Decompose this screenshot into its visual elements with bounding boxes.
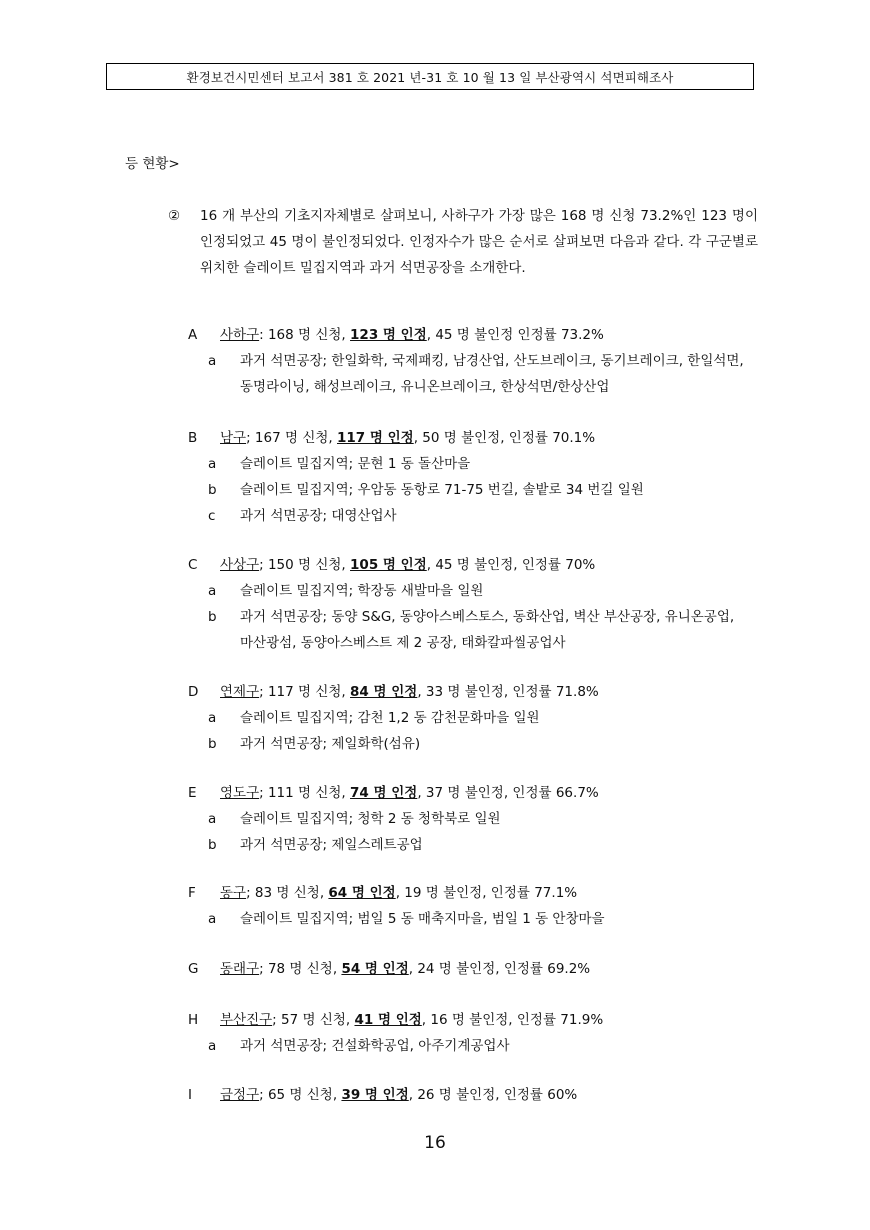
district-head bbox=[188, 1082, 768, 1108]
district-name: 사하구 bbox=[220, 327, 260, 343]
district-head bbox=[188, 425, 768, 451]
district-item bbox=[188, 705, 768, 731]
district-name: 남구 bbox=[220, 430, 247, 446]
district-approved: 84 명 인정 bbox=[350, 684, 418, 700]
district-yeonje bbox=[188, 679, 768, 757]
item-text: 슬레이트 밀집지역; 범일 5 동 매축지마을, 범일 1 동 안창마을 bbox=[240, 911, 605, 927]
district-approved: 74 명 인정 bbox=[350, 785, 418, 801]
district-approved: 41 명 인정 bbox=[354, 1012, 422, 1028]
district-approved: 54 명 인정 bbox=[341, 961, 409, 977]
district-approved: 117 명 인정 bbox=[337, 430, 414, 446]
district-head bbox=[188, 322, 768, 348]
item-text: 슬레이트 밀집지역; 청학 2 동 청학북로 일원 bbox=[240, 811, 501, 827]
district-stats-pre: ; 65 명 신청, bbox=[259, 1087, 342, 1103]
district-stats-post: , 16 명 불인정, 인정률 71.9% bbox=[421, 1012, 604, 1028]
district-item bbox=[188, 806, 768, 832]
district-stats-pre: ; 78 명 신청, bbox=[259, 961, 342, 977]
district-item bbox=[188, 906, 768, 932]
item-text: 과거 석면공장; 대영산업사 bbox=[240, 508, 397, 524]
district-item bbox=[188, 451, 768, 477]
district-stats-post: , 50 명 불인정, 인정률 70.1% bbox=[413, 430, 596, 446]
district-name: 동구 bbox=[220, 885, 247, 901]
district-stats-pre: ; 83 명 신청, bbox=[246, 885, 329, 901]
district-item bbox=[188, 832, 768, 858]
district-letter: C bbox=[188, 557, 198, 573]
item-text: 슬레이트 밀집지역; 우암동 동항로 71-75 번길, 솔밭로 34 번길 일원 bbox=[240, 482, 644, 498]
district-stats-post: , 37 명 불인정, 인정률 66.7% bbox=[417, 785, 599, 801]
district-stats-post: , 24 명 불인정, 인정률 69.2% bbox=[408, 961, 591, 977]
district-item bbox=[188, 348, 750, 400]
page-number: 16 bbox=[424, 1133, 446, 1153]
district-letter: H bbox=[188, 1012, 199, 1028]
item-text: 과거 석면공장; 제일스레트공업 bbox=[240, 837, 423, 853]
district-geumjeong bbox=[188, 1082, 768, 1108]
district-approved: 105 명 인정 bbox=[350, 557, 427, 573]
district-name: 부산진구 bbox=[220, 1012, 273, 1028]
district-letter: E bbox=[188, 785, 197, 801]
item-letter: b bbox=[208, 736, 217, 752]
district-item bbox=[188, 731, 768, 757]
district-approved: 64 명 인정 bbox=[328, 885, 396, 901]
district-stats-pre: ; 150 명 신청, bbox=[259, 557, 351, 573]
district-head bbox=[188, 956, 768, 982]
district-stats-pre: : 168 명 신청, bbox=[259, 327, 351, 343]
district-saha bbox=[188, 322, 768, 400]
item-letter: b bbox=[208, 609, 217, 625]
item-letter: a bbox=[208, 583, 217, 599]
district-yeongdo bbox=[188, 780, 768, 858]
district-head bbox=[188, 780, 768, 806]
district-stats-pre: ; 117 명 신청, bbox=[259, 684, 351, 700]
item-text: 과거 석면공장; 제일화학(섬유) bbox=[240, 736, 421, 752]
district-stats-pre: ; 167 명 신청, bbox=[246, 430, 337, 446]
item-letter: a bbox=[208, 911, 217, 927]
district-dongnae bbox=[188, 956, 768, 982]
item-text: 과거 석면공장; 동양 S&G, 동양아스베스토스, 동화산업, 벽산 부산공장, 유니온공업, 마산광섬, 동양아스베스트 제 2 공장, 태화칼파씰공업사 bbox=[240, 609, 735, 651]
item-letter: b bbox=[208, 482, 217, 498]
item-letter: a bbox=[208, 1038, 217, 1054]
district-nam bbox=[188, 425, 768, 529]
district-sasang bbox=[188, 552, 768, 656]
district-dong bbox=[188, 880, 768, 932]
paragraph-body: 16 개 부산의 기초지자체별로 살펴보니, 사하구가 가장 많은 168 명 신청 73.2%인 123 명이 인정되었고 45 명이 불인정되었다. 인정자수가 많은 순서로 살펴보면 다음과 같다. 각 구군별로 위치한 슬레이트 밀집지역과 과거 석면공장을 소개한다. bbox=[200, 208, 758, 276]
item-text: 과거 석면공장; 건설화학공업, 아주기계공업사 bbox=[240, 1038, 510, 1054]
item-text: 슬레이트 밀집지역; 학장동 새발마을 일원 bbox=[240, 583, 484, 599]
summary-paragraph bbox=[168, 203, 758, 281]
item-text: 슬레이트 밀집지역; 문현 1 동 돌산마을 bbox=[240, 456, 471, 472]
district-approved: 123 명 인정 bbox=[350, 327, 427, 343]
district-head bbox=[188, 552, 768, 578]
item-text: 과거 석면공장; 한일화학, 국제패킹, 남경산업, 산도브레이크, 동기브레이크, 한일석면, 동명라이닝, 해성브레이크, 유니온브레이크, 한상석면/한상산업 bbox=[240, 353, 744, 395]
district-head bbox=[188, 679, 768, 705]
district-item bbox=[188, 604, 750, 656]
item-letter: a bbox=[208, 456, 217, 472]
district-name: 영도구 bbox=[220, 785, 260, 801]
item-letter: c bbox=[208, 508, 216, 524]
district-item bbox=[188, 503, 768, 529]
district-stats-post: , 45 명 불인정 인정률 73.2% bbox=[426, 327, 604, 343]
district-item bbox=[188, 477, 768, 503]
item-letter: a bbox=[208, 710, 217, 726]
item-letter: a bbox=[208, 353, 217, 369]
district-letter: I bbox=[188, 1087, 192, 1103]
district-stats-post: , 19 명 불인정, 인정률 77.1% bbox=[395, 885, 578, 901]
district-head bbox=[188, 1007, 768, 1033]
item-letter: b bbox=[208, 837, 217, 853]
district-busanjin bbox=[188, 1007, 768, 1059]
district-head bbox=[188, 880, 768, 906]
district-letter: A bbox=[188, 327, 198, 343]
district-stats-pre: ; 57 명 신청, bbox=[272, 1012, 355, 1028]
paragraph-marker: ② bbox=[168, 208, 181, 224]
district-stats-post: , 45 명 불인정, 인정률 70% bbox=[426, 557, 596, 573]
report-header bbox=[106, 63, 754, 90]
item-text: 슬레이트 밀집지역; 감천 1,2 동 감천문화마을 일원 bbox=[240, 710, 540, 726]
district-stats-post: , 33 명 불인정, 인정률 71.8% bbox=[417, 684, 599, 700]
district-approved: 39 명 인정 bbox=[341, 1087, 409, 1103]
district-name: 금정구 bbox=[220, 1087, 260, 1103]
district-stats-pre: ; 111 명 신청, bbox=[259, 785, 351, 801]
district-stats-post: , 26 명 불인정, 인정률 60% bbox=[408, 1087, 578, 1103]
intro-text: 등 현황> bbox=[125, 156, 180, 172]
item-letter: a bbox=[208, 811, 217, 827]
district-name: 사상구 bbox=[220, 557, 260, 573]
report-header-text: 환경보건시민센터 보고서 381 호 2021 년-31 호 10 월 13 일 부산광역시 석면피해조사 bbox=[186, 69, 674, 85]
district-item bbox=[188, 578, 768, 604]
district-letter: F bbox=[188, 885, 196, 901]
district-name: 동래구 bbox=[220, 961, 260, 977]
district-letter: G bbox=[188, 961, 199, 977]
district-name: 연제구 bbox=[220, 684, 260, 700]
district-item bbox=[188, 1033, 768, 1059]
district-letter: B bbox=[188, 430, 198, 446]
district-letter: D bbox=[188, 684, 199, 700]
